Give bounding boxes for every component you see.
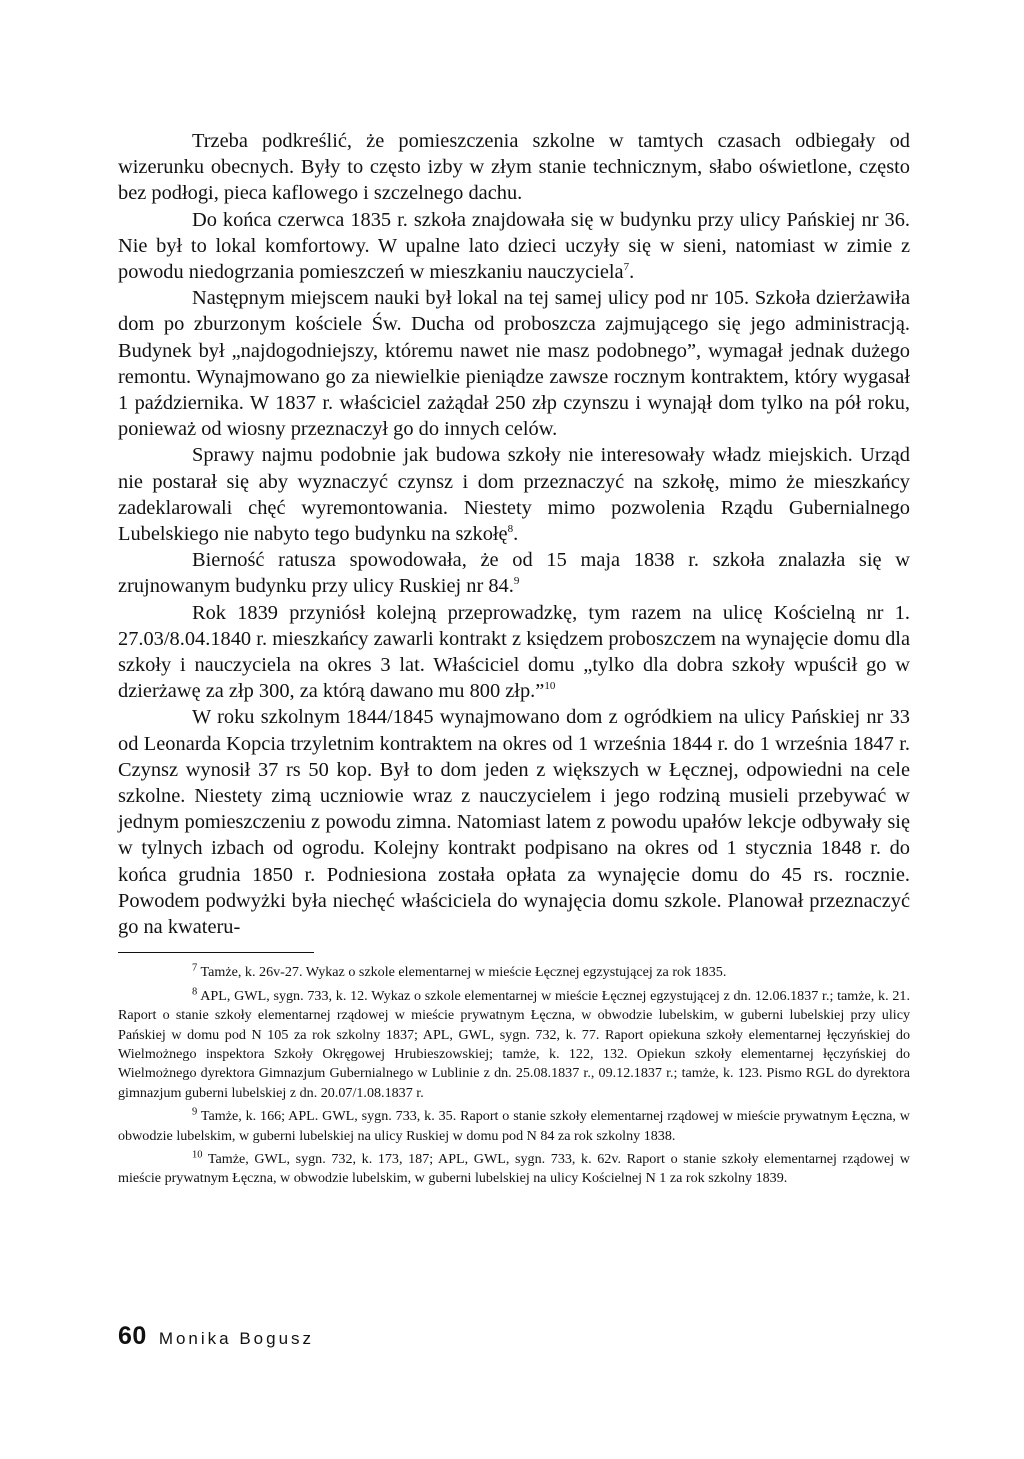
footnote-9	[118, 1107, 910, 1146]
paragraph-5	[118, 547, 910, 599]
paragraph-7-text: W roku szkolnym 1844/1845 wynajmowano dom z ogródkiem na ulicy Pańskiej nr 33 od Leonarda Kopcia trzyletnim kontraktem na okres od 1 września 1844 r. do 1 września 1847 r. Czynsz wynosił 37 rs 50 kop. Był to dom jeden z większych w Łęcznej, odpowiedni na cele szkolne. Niestety zimą uczniowie wraz z nauczycielem i jego rodziną musieli przebywać w jednym pomieszczeniu z powodu zimna. Natomiast latem z powodu upałów lekcje odbywały się w tylnych izbach od ogrodu. Kolejny kontrakt podpisano na okres od 1 stycznia 1848 r. do końca grudnia 1850 r. Podniesiona została opłata za wynajęcie domu do 45 rs. rocznie. Powodem podwyżki była niechęć właściciela do wynajęcia domu szkole. Planował przeznaczyć go na kwateru-	[118, 706, 910, 939]
running-author: Monika Bogusz	[158, 1329, 315, 1348]
footnote-ref-8: 8	[507, 523, 514, 536]
footnote-number: 8	[192, 986, 198, 998]
main-text	[118, 128, 910, 940]
footnote-10	[118, 1150, 910, 1189]
footnote-number: 10	[192, 1149, 203, 1161]
page-number: 60	[118, 1322, 147, 1350]
page-footer	[118, 1322, 314, 1351]
footnote-separator	[118, 952, 314, 953]
paragraph-4: Sprawy najmu podobnie jak budowa szkoły nie interesowały władz miejskich. Urząd nie postarał się aby wyznaczyć czynsz i dom przeznaczyć na szkołę, mimo że mieszkańcy zadeklarowali chęć wyremontowania. Niestety mimo pozwolenia Rządu Gubernialnego Lubelskiego nie nabyto tego budynku na szkołę$^8$.	[118, 444, 910, 546]
paragraph-7	[118, 704, 910, 940]
footnote-ref-9: 9	[513, 575, 520, 588]
paragraph-6-text: Rok 1839 przyniósł kolejną przeprowadzkę, tym razem na ulicę Kościelną nr 1. 27.03/8.04.1840 r. mieszkańcy zawarli kontrakt z księdzem proboszczem na wynajęcie domu dla szkoły i nauczyciela na okres 3 lat. Właściciel domu „tylko dla dobra szkoły wpuścił go w dzierżawę za złp 300, za którą dawano mu 800 złp.”	[118, 601, 910, 703]
footnote-ref-10: 10	[544, 680, 556, 693]
footnote-number: 7	[192, 962, 198, 974]
paragraph-5-text: Bierność ratusza spowodowała, że od 15 maja 1838 r. szkoła znalazła się w zrujnowanym budynku przy ulicy Ruskiej nr 84.	[118, 549, 910, 598]
footnote-ref-7: 7	[623, 261, 630, 274]
footnote-text: Tamże, k. 166; APL. GWL, sygn. 733, k. 35. Raport o stanie szkoły elementarnej rządowej w mieście prywatnym Łęczna, w obwodzie lubelskim, w guberni lubelskiej na ulicy Ruskiej w domu pod N 84 za rok szkolny 1838.	[118, 1108, 910, 1144]
footnote-8	[118, 987, 910, 1103]
footnote-text: Tamże, k. 26v-27. Wykaz o szkole elementarnej w mieście Łęcznej egzystującej za rok 1835.	[200, 964, 727, 981]
footnote-text: APL, GWL, sygn. 733, k. 12. Wykaz o szkole elementarnej w mieście Łęcznej egzystującej z dn. 12.06.1837 r.; tamże, k. 21. Raport o stanie szkoły elementarnej rządowej w mieście prywatnym Łęczna, w obwodzie lubelskim, w guberni lubelskiej przy ulicy Pańskiej w domu pod N 105 za rok szkolny 1837; APL, GWL, sygn. 732, k. 77. Raport opiekuna szkoły elementarnej łęczyńskiej do Wielmożnego inspektora Szkoły Okręgowej Hrubieszowskiej; tamże, k. 122, 132. Opiekun szkoły elementarnej łęczyńskiej do Wielmożnego dyrektora Gimnazjum Gubernialnego w Lublinie z dn. 25.08.1837 r., 09.12.1837 r.; tamże, k. 123. Pismo RGL do dyrektora gimnazjum guberni lubelskiej z dn. 20.07/1.08.1837 r.	[118, 987, 910, 1101]
footnotes	[118, 963, 910, 1188]
footnote-text: Tamże, GWL, sygn. 732, k. 173, 187; APL, GWL, sygn. 733, k. 62v. Raport o stanie szkoły elementarnej rządowej w mieście prywatnym Łęczna, w obwodzie lubelskim, w guberni lubelskiej na ulicy Kościelnej N 1 za rok szkolny 1839.	[118, 1150, 910, 1187]
paragraph-2: Do końca czerwca 1835 r. szkoła znajdowała się w budynku przy ulicy Pańskiej nr 36. Nie był to lokal komfortowy. W upalne lato dzieci uczyły się w sieni, natomiast w zimie z powodu niedogrzania pomieszczeń w mieszkaniu nauczyciela$^7$.	[118, 208, 910, 284]
footnote-number: 9	[192, 1106, 198, 1118]
footnote-7	[118, 963, 910, 982]
page-content	[118, 128, 910, 1193]
paragraph-1-text: Trzeba podkreślić, że pomieszczenia szkolne w tamtych czasach odbiegały od wizerunku obecnych. Były to często izby w złym stanie technicznym, słabo oświetlone, często bez podłogi, pieca kaflowego i szczelnego dachu.	[118, 130, 910, 205]
paragraph-6	[118, 600, 910, 705]
paragraph-3	[118, 285, 910, 442]
paragraph-4-text: Sprawy najmu podobnie jak budowa szkoły nie interesowały władz miejskich. Urząd nie postarał się aby wyznaczyć czynsz i dom przeznaczyć na szkołę, mimo że mieszkańcy zadeklarowali chęć wyremontowania. Niestety mimo pozwolenia Rządu Gubernialnego Lubelskiego nie nabyto tego budynku na szkołę	[118, 444, 910, 546]
paragraph-1	[118, 128, 910, 207]
paragraph-3-text: Następnym miejscem nauki był lokal na tej samej ulicy pod nr 105. Szkoła dzierżawiła dom po zburzonym kościele Św. Ducha od proboszcza zajmującego się jego administracją. Budynek był „najdogodniejszy, któremu nawet nie masz podobnego”, wymagał jednak dużego remontu. Wynajmowano go za niewielkie pieniądze zawsze rocznym kontraktem, który wygasał 1 października. W 1837 r. właściciel zażądał 250 złp czynszu i wynajął dom tylko na pół roku, ponieważ od wiosny przeznaczył go do innych celów.	[118, 287, 910, 441]
paragraph-2-text: Do końca czerwca 1835 r. szkoła znajdowała się w budynku przy ulicy Pańskiej nr 36. Nie był to lokal komfortowy. W upalne lato dzieci uczyły się w sieni, natomiast w zimie z powodu niedogrzania pomieszczeń w mieszkaniu nauczyciela	[118, 208, 910, 284]
